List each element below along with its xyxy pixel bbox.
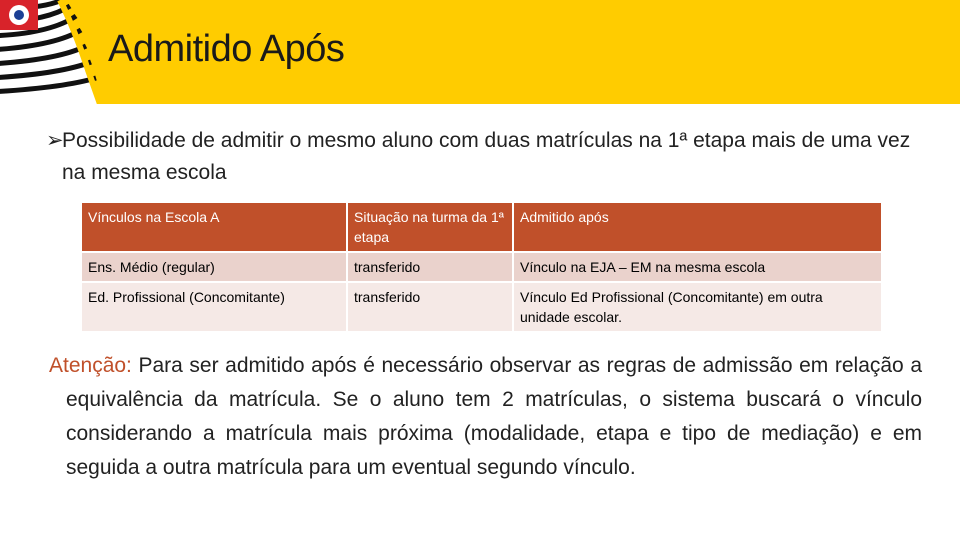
attention-text: Para ser admitido após é necessário observar as regras de admissão em relação a equivalência da matrícula. Se o aluno tem 2 matrículas, o sistema buscará o vínculo considerando a matrícula mais próxima (modalidade, etapa e tipo de mediação) e em seguida a outra matrícula para um eventual segundo vínculo. [66,354,922,479]
table-cell: Vínculo na EJA – EM na mesma escola [513,252,882,282]
column-header-vinculos: Vínculos na Escola A [81,202,347,252]
attention-note [49,349,922,485]
admission-table [80,201,883,333]
sao-paulo-flag-logo [0,0,105,104]
table-cell: transferido [347,252,513,282]
table-header-row [81,202,882,252]
table-cell: transferido [347,282,513,332]
bullet-point [46,125,932,189]
table-cell: Vínculo Ed Profissional (Concomitante) em outra unidade escolar. [513,282,882,332]
slide-header [0,0,960,104]
bullet-text: Possibilidade de admitir o mesmo aluno com duas matrículas na 1ª etapa mais de uma vez na mesma escola [62,129,911,184]
table-row [81,252,882,282]
column-header-situacao: Situação na turma da 1ª etapa [347,202,513,252]
page-title: Admitido Após [108,28,345,70]
table-row [81,282,882,332]
table-cell: Ed. Profissional (Concomitante) [81,282,347,332]
arrow-bullet-icon: ➢ [46,129,64,152]
column-header-admitido: Admitido após [513,202,882,252]
attention-label: Atenção: [49,354,132,377]
table-cell: Ens. Médio (regular) [81,252,347,282]
